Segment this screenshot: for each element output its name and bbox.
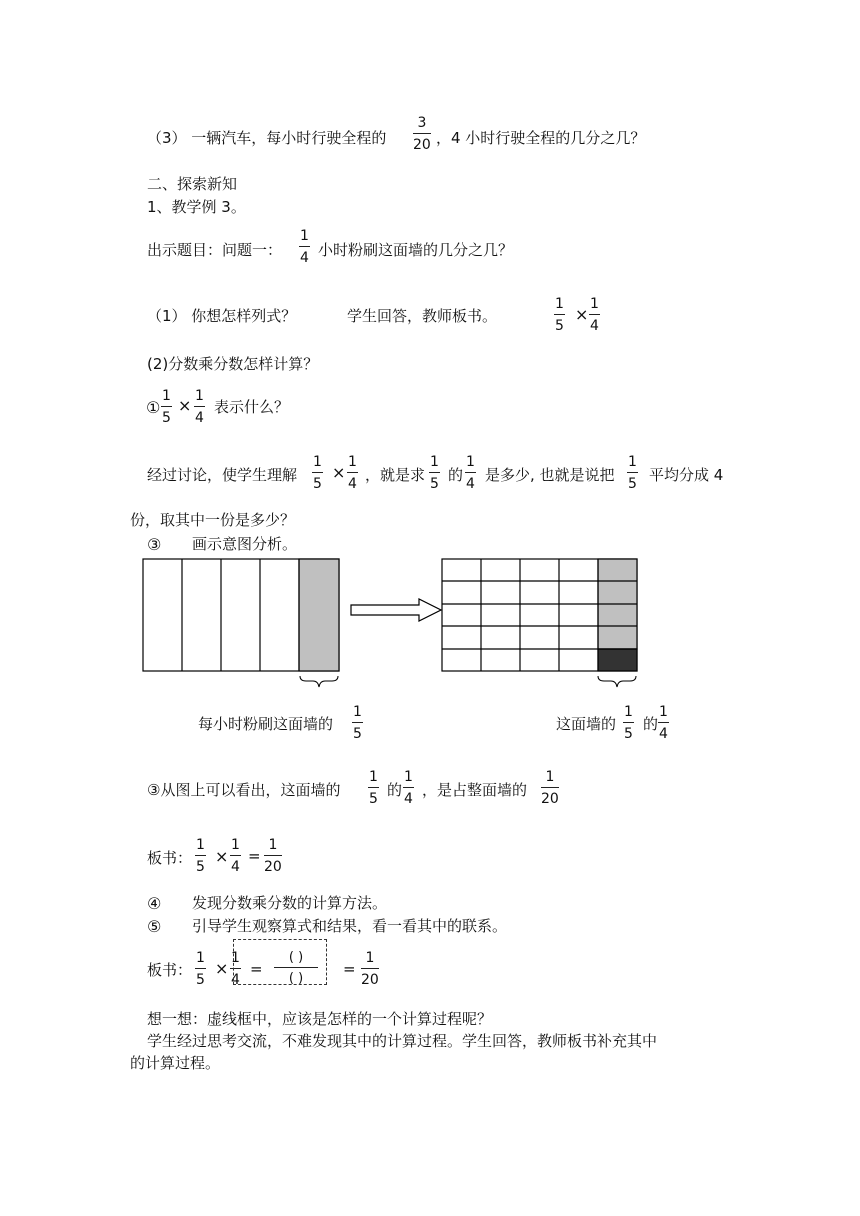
step2a-marker: ① bbox=[146, 398, 161, 417]
discussion-text: ，就是求 bbox=[365, 466, 426, 484]
right-caption: 的 bbox=[643, 715, 659, 733]
times-sign: × bbox=[575, 305, 589, 324]
discussion-text: 平均分成 4 bbox=[649, 466, 724, 484]
step3-marker: ③ bbox=[147, 535, 162, 554]
fraction: 1 4 bbox=[195, 388, 204, 426]
fraction: 1 5 bbox=[628, 454, 637, 492]
step3b-text: ，是占整面墙的 bbox=[422, 781, 528, 799]
fraction: 1 5 bbox=[624, 704, 633, 742]
step4-text: 发现分数乘分数的计算方法。 bbox=[192, 894, 388, 912]
right-caption: 这面墙的 bbox=[556, 715, 617, 733]
fraction: 3 20 bbox=[413, 115, 431, 153]
section-heading: 二、探索新知 bbox=[147, 175, 238, 193]
step3-text: 画示意图分析。 bbox=[192, 535, 298, 553]
fraction: 1 5 bbox=[353, 704, 362, 742]
discussion-text: 的 bbox=[448, 466, 464, 484]
wall-grid bbox=[442, 559, 637, 671]
equals-sign: = bbox=[343, 960, 356, 978]
fraction: 1 4 bbox=[300, 228, 309, 266]
step3b-text: ③从图上可以看出，这面墙的 bbox=[147, 781, 341, 799]
brace-icon bbox=[300, 676, 636, 687]
fraction: 1 5 bbox=[196, 837, 205, 875]
step1-answer: 学生回答，教师板书。 bbox=[347, 307, 498, 325]
fraction: 1 4 bbox=[466, 454, 475, 492]
fraction: 1 5 bbox=[369, 769, 378, 807]
think-paragraph: 学生经过思考交流，不难发现其中的计算过程。学生回答，教师板书补充其中 bbox=[147, 1032, 658, 1050]
step2-text: (2)分数乘分数怎样计算？ bbox=[147, 355, 319, 373]
q3-text: （3） 一辆汽车，每小时行驶全程的 bbox=[147, 129, 387, 147]
step3b-text: 的 bbox=[387, 781, 403, 799]
times-sign: × bbox=[178, 396, 192, 415]
fraction: 1 4 bbox=[404, 769, 413, 807]
discussion-text: 经过讨论，使学生理解 bbox=[147, 466, 298, 484]
think-question: 想一想：虚线框中，应该是怎样的一个计算过程呢？ bbox=[147, 1010, 493, 1028]
step5-marker: ⑤ bbox=[147, 917, 162, 936]
discussion-text: 是多少, 也就是说把 bbox=[485, 466, 615, 484]
times-sign: × bbox=[215, 847, 229, 866]
fraction: 1 5 bbox=[196, 950, 205, 988]
arrow-icon bbox=[351, 599, 441, 621]
fraction: 1 4 bbox=[348, 454, 357, 492]
fraction: 1 20 bbox=[541, 769, 559, 807]
think-paragraph-end: 的计算过程。 bbox=[130, 1054, 221, 1072]
fraction: 1 5 bbox=[313, 454, 322, 492]
problem-text-suffix: 小时粉刷这面墙的几分之几？ bbox=[318, 241, 514, 259]
step4-marker: ④ bbox=[147, 894, 162, 913]
fraction: 1 5 bbox=[162, 388, 171, 426]
step1-question: （1） 你想怎样列式？ bbox=[147, 307, 297, 325]
fraction: 1 4 bbox=[659, 704, 668, 742]
fraction: 1 4 bbox=[231, 837, 240, 875]
blank-fraction: ( ) ( ) bbox=[274, 951, 318, 985]
wall-fifths bbox=[143, 559, 339, 671]
fraction: 1 4 bbox=[590, 296, 599, 334]
step2a-suffix: 表示什么？ bbox=[214, 398, 290, 416]
discussion-line2: 份，取其中一份是多少？ bbox=[130, 511, 296, 529]
equals-sign: = bbox=[248, 847, 261, 865]
board-label: 板书： bbox=[147, 961, 193, 979]
fraction: 1 4 bbox=[231, 950, 240, 988]
left-caption: 每小时粉刷这面墙的 bbox=[198, 715, 334, 733]
times-sign: × bbox=[332, 463, 346, 482]
fraction: 1 5 bbox=[430, 454, 439, 492]
board-label: 板书： bbox=[147, 849, 193, 867]
fraction: 1 20 bbox=[361, 950, 379, 988]
step5-text: 引导学生观察算式和结果，看一看其中的联系。 bbox=[192, 917, 508, 935]
problem-text: 出示题目：问题一： bbox=[147, 241, 283, 259]
example-heading: 1、教学例 3。 bbox=[147, 198, 246, 216]
times-sign: × bbox=[215, 959, 229, 978]
fraction: 1 20 bbox=[264, 837, 282, 875]
equals-sign: = bbox=[250, 960, 263, 978]
q3-text-suffix: ，4 小时行驶全程的几分之几？ bbox=[436, 129, 646, 147]
fraction: 1 5 bbox=[555, 296, 564, 334]
